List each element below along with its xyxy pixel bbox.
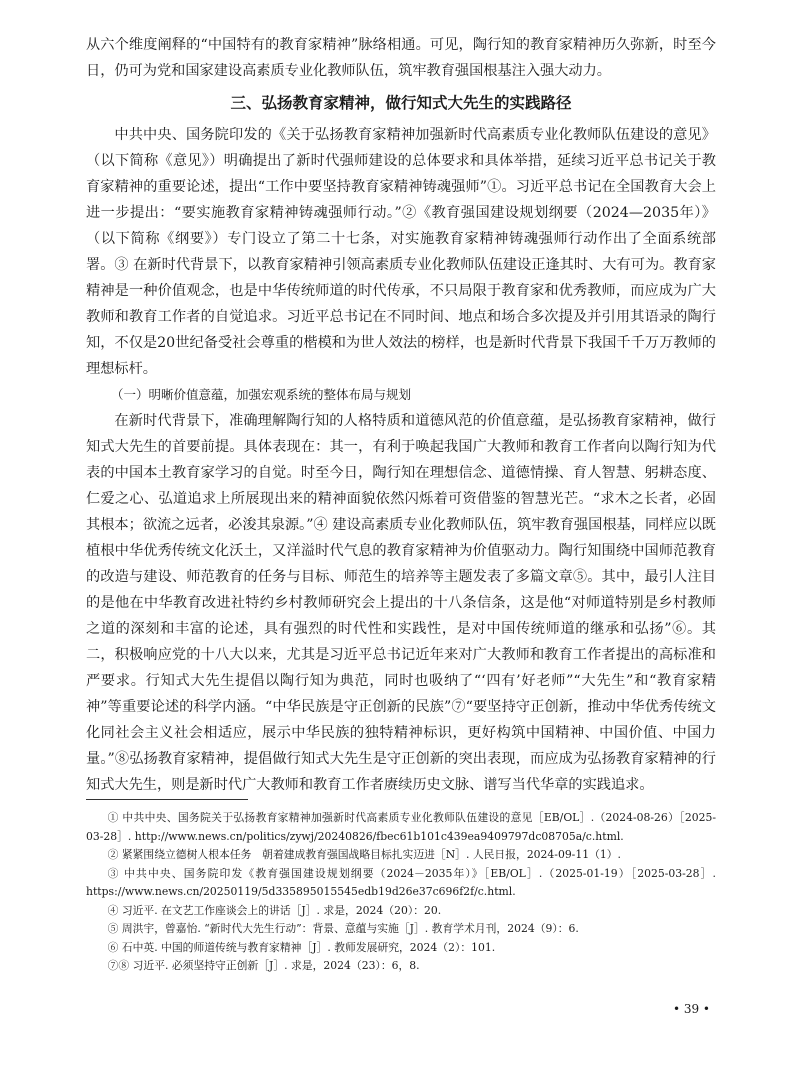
footnote-5: ⑤ 周洪宇，曾嘉怡. “新时代大先生行动”：背景、意蕴与实施［J］. 教育学术月刊，2024（9）：6. <box>107 922 579 935</box>
page-number: • 39 • <box>672 1002 710 1016</box>
footnote-3: ③ 中共中央、国务院印发《教育强国建设规划纲要（2024－2035年）》［EB/OL］.（2025-01-19）［2025-03-28］. https://www.news.cn/20250119/5d335895015545edb19d26e37c696f2f/c.html. <box>86 866 716 898</box>
body-column <box>86 32 716 798</box>
subheading-1: （一）明晰价值意蕴，加强宏观系统的整体布局与规划 <box>111 387 412 402</box>
footnote-4: ④ 习近平. 在文艺工作座谈会上的讲话［J］. 求是，2024（20）：20. <box>107 903 442 917</box>
section-heading: 三、弘扬教育家精神，做行知式大先生的实践路径 <box>230 94 572 112</box>
footnote-6: ⑥ 石中英. 中国的师道传统与教育家精神［J］. 教师发展研究，2024（2）：101. <box>107 940 496 954</box>
footnote-1: ① 中共中央、国务院关于弘扬教育家精神加强新时代高素质专业化教师队伍建设的意见［EB/OL］.（2024-08-26）［2025-03-28］. http://www.news.cn/politics/zywj/20240826/fbec61b101c439ea9409797dc08705a/c.html. <box>86 811 716 843</box>
footnote-2: ② 紧紧围绕立德树人根本任务 朝着建成教育强国战略目标扎实迈进［N］. 人民日报，2024-09-11（1）. <box>107 848 621 861</box>
paragraph-1: 中共中央、国务院印发的《关于弘扬教育家精神加强新时代高素质专业化教师队伍建设的意见》（以下简称《意见》）明确提出了新时代强师建设的总体要求和具体举措，延续习近平总书记关于教育家精神的重要论述，提出“工作中要坚持教育家精神铸魂强师”①。习近平总书记在全国教育大会上进一步提出：“要实施教育家精神铸魂强师行动。”②《教育强国建设规划纲要（2024—2035年）》（以下简称《纲要》）专门设立了第二十七条，对实施教育家精神铸魂强师行动作出了全面系统部署。③ 在新时代背景下，以教育家精神引领高素质专业化教师队伍建设正逢其时、大有可为。教育家精神是一种价值观念，也是中华传统师道的时代传承，不只局限于教育家和优秀教师，而应成为广大教师和教育工作者的自觉追求。习近平总书记在不同时间、地点和场合多次提及并引用其语录的陶行知，不仅是20世纪备受社会尊重的楷模和为世人效法的榜样，也是新时代背景下我国千千万万教师的理想标杆。 <box>86 127 716 377</box>
footnotes <box>86 809 716 976</box>
paragraph-2: 在新时代背景下，准确理解陶行知的人格特质和道德风范的价值意蕴，是弘扬教育家精神，做行知式大先生的首要前提。具体表现在：其一，有利于唤起我国广大教师和教育工作者向以陶行知为代表的中国本土教育家学习的自觉。时至今日，陶行知在理想信念、道德情操、育人智慧、躬耕态度、仁爱之心、弘道追求上所展现出来的精神面貌依然闪烁着可资借鉴的智慧光芒。“求木之长者，必固其根本；欲流之远者，必浚其泉源。”④ 建设高素质专业化教师队伍，筑牢教育强国根基，同样应以既植根中华优秀传统文化沃土，又洋溢时代气息的教育家精神为价值驱动力。陶行知围绕中国师范教育的改造与建设、师范教育的任务与目标、师范生的培养等主题发表了多篇文章⑤。其中，最引人注目的是他在中华教育改进社特约乡村教师研究会上提出的十八条信条，这是他“对师道特别是乡村教师之道的深刻和丰富的论述，具有强烈的时代性和实践性，是对中国传统师道的继承和弘扬”⑥。其二，积极响应党的十八大以来，尤其是习近平总书记近年来对广大教师和教育工作者提出的高标准和严要求。行知式大先生提倡以陶行知为典范，同时也吸纳了“‘四有’好老师”“大先生”和“教育家精神”等重要论述的科学内涵。“中华民族是守正创新的民族”⑦“要坚持守正创新，推动中华优秀传统文化同社会主义社会相适应，展示中华民族的独特精神标识，更好构筑中国精神、中国价值、中国力量。”⑧弘扬教育家精神，提倡做行知式大先生是守正创新的突出表现，而应成为弘扬教育家精神的行知式大先生，则是新时代广大教师和教育工作者赓续历史文脉、谱写当代华章的实践追求。 <box>86 413 716 793</box>
footnote-7: ⑦⑧ 习近平. 必须坚持守正创新［J］. 求是，2024（23）：6，8. <box>107 959 420 972</box>
footnote-rule <box>86 799 248 800</box>
intro-paragraph: 从六个维度阐释的“中国特有的教育家精神”脉络相通。可见，陶行知的教育家精神历久弥新，时至今日，仍可为党和国家建设高素质专业化教师队伍，筑牢教育强国根基注入强大动力。 <box>86 37 716 79</box>
